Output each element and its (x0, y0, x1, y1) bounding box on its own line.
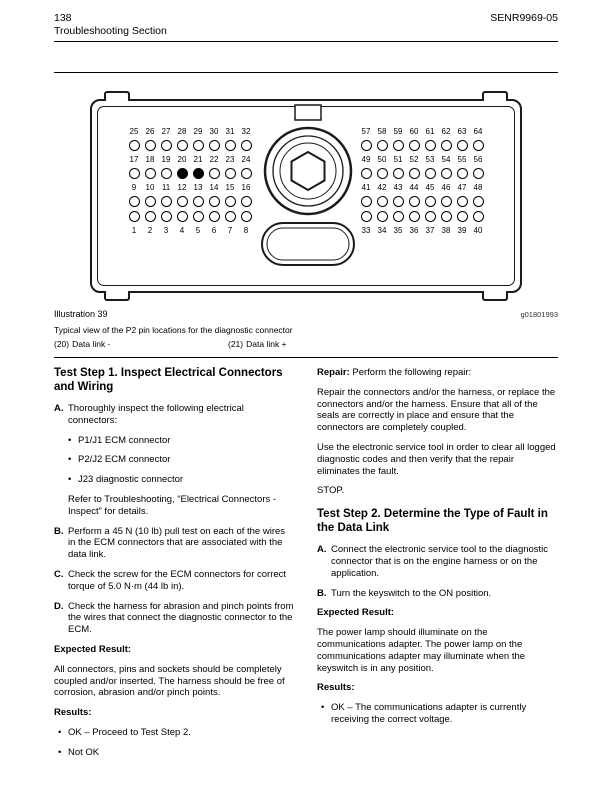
pin-socket (377, 140, 388, 151)
pin-socket (409, 140, 420, 151)
pin-number: 17 (129, 155, 139, 164)
repair-intro-line (317, 367, 558, 379)
pin-socket (409, 168, 420, 179)
legend-item (228, 339, 402, 349)
repair-paragraph-2: Use the electronic service tool in order to clear all logged diagnostic codes and then verify that the repair eliminates the fault. (317, 441, 556, 477)
left-column (54, 367, 295, 767)
pin-number: 25 (129, 127, 139, 136)
step-text: Perform a 45 N (10 lb) pull test on each of the wires in the ECM connectors that are associated with the data link. (68, 525, 286, 561)
pin-number: 57 (361, 127, 371, 136)
pin-socket (161, 196, 172, 207)
pin-number: 51 (393, 155, 403, 164)
pin-socket (193, 140, 204, 151)
pin-number: 5 (195, 226, 201, 235)
pin-number: 1 (131, 226, 137, 235)
pin-socket (241, 140, 252, 151)
pin-socket (177, 196, 188, 207)
pin-socket (145, 196, 156, 207)
list-item (68, 435, 295, 447)
pin-socket (145, 168, 156, 179)
repair-label: Repair: (317, 367, 350, 378)
pin-socket (361, 196, 372, 207)
pin-number: 22 (209, 155, 219, 164)
list-item (321, 702, 558, 726)
step-a (317, 544, 558, 579)
pin-number: 2 (147, 226, 153, 235)
center-bolt-assembly-icon (248, 101, 368, 295)
connector-illustration (54, 99, 558, 293)
pin-number: 54 (441, 155, 451, 164)
expected-result-text: All connectors, pins and sockets should be completely coupled and/or inserted. The harness should be free of corrosion, abrasion and/or pinch points. (54, 663, 285, 699)
pin-socket (409, 211, 420, 222)
pin-socket (473, 140, 484, 151)
pin-socket (145, 211, 156, 222)
pin-socket (377, 211, 388, 222)
pin-socket (473, 168, 484, 179)
mounting-tab-top-left (104, 91, 130, 101)
repair-paragraph-1: Repair the connectors and/or the harness, or replace the connectors and/or the harness. Ensure that all of the seals are correctly in place and ensure that the connectors are completely coupled. (317, 386, 556, 434)
step-letter: B. (317, 587, 327, 599)
step-d (54, 601, 295, 636)
pin-socket (129, 196, 140, 207)
page-header (54, 12, 558, 42)
pin-number: 32 (241, 127, 251, 136)
pin-socket (177, 211, 188, 222)
step-text: Connect the electronic service tool to the diagnostic connector that is on the engine harness or on the application. (331, 544, 549, 579)
list-item (58, 747, 295, 759)
right-column (317, 367, 558, 767)
connector-diagram (90, 99, 522, 293)
test-step-2-heading: Test Step 2. Determine the Type of Fault in the Data Link (317, 508, 548, 534)
pin-socket (425, 168, 436, 179)
pin-socket (193, 211, 204, 222)
step-b (317, 588, 558, 600)
pin-socket (457, 211, 468, 222)
pin-number: 7 (227, 226, 233, 235)
pin-number: 26 (145, 127, 155, 136)
page-number: 138 (54, 12, 72, 24)
pin-number: 14 (209, 183, 219, 192)
bullet-icon: • (58, 746, 62, 758)
pin-socket (145, 140, 156, 151)
pin-number: 27 (161, 127, 171, 136)
illustration-label: Illustration 39 (54, 309, 108, 319)
pin-socket (161, 140, 172, 151)
pin-number: 29 (193, 127, 203, 136)
pin-number: 4 (179, 226, 185, 235)
step-text: Check the harness for abrasion and pinch points from the wires that connect the diagnostic connector to the ECM. (68, 600, 294, 636)
results-label: Results: (54, 707, 92, 719)
pin-number: 61 (425, 127, 435, 136)
pin-number: 53 (425, 155, 435, 164)
bullet-icon: • (321, 702, 325, 714)
pin-block-right (358, 125, 486, 237)
list-item (58, 727, 295, 739)
body-columns (54, 367, 558, 767)
pin-socket (377, 168, 388, 179)
pin-number: 44 (409, 183, 419, 192)
pin-socket (225, 140, 236, 151)
pin-socket (425, 196, 436, 207)
divider (54, 357, 558, 358)
pin-socket (441, 196, 452, 207)
pin-socket (393, 168, 404, 179)
figure-legend (54, 339, 558, 349)
pin-number: 40 (473, 226, 483, 235)
pin-socket (393, 211, 404, 222)
pin-socket (393, 140, 404, 151)
pin-number: 42 (377, 183, 387, 192)
pin-socket (377, 196, 388, 207)
pin-number: 62 (441, 127, 451, 136)
expected-result-label: Expected Result: (317, 607, 395, 619)
pin-socket (161, 168, 172, 179)
step-a (54, 403, 295, 427)
pin-block-left (126, 125, 254, 237)
pin-number: 46 (441, 183, 451, 192)
pin-number: 39 (457, 226, 467, 235)
pin-socket (473, 196, 484, 207)
divider (54, 72, 558, 73)
pin-number: 10 (145, 183, 155, 192)
bullet-icon: • (68, 454, 72, 466)
results-bullet-list (58, 727, 295, 759)
pin-socket (209, 168, 220, 179)
pin-number: 13 (193, 183, 203, 192)
expected-result-label: Expected Result: (54, 643, 132, 655)
pin-socket-filled (177, 168, 188, 179)
pin-number: 23 (225, 155, 235, 164)
results-bullet-list (321, 702, 558, 726)
expected-result-text: The power lamp should illuminate on the communications adapter. The power lamp on the communications adapter may illuminate when the keyswitch is in any position. (317, 627, 526, 674)
pin-socket (129, 168, 140, 179)
pin-number: 31 (225, 127, 235, 136)
bullet-icon: • (68, 434, 72, 446)
pin-number: 50 (377, 155, 387, 164)
mounting-tab-bottom-left (104, 291, 130, 301)
pin-socket (441, 211, 452, 222)
pin-socket (409, 196, 420, 207)
list-item-text: OK – Proceed to Test Step 2. (68, 726, 191, 738)
pin-number: 48 (473, 183, 483, 192)
legend-ref: (21) (228, 339, 244, 349)
pin-socket (209, 211, 220, 222)
pin-number: 33 (361, 226, 371, 235)
connector-bullet-list (68, 435, 295, 486)
pin-socket (209, 140, 220, 151)
section-title: Troubleshooting Section (54, 25, 167, 37)
pin-socket (177, 140, 188, 151)
pin-socket (393, 196, 404, 207)
bullet-icon: • (58, 726, 62, 738)
step-letter: B. (54, 525, 64, 537)
pin-number: 59 (393, 127, 403, 136)
step-text: Thoroughly inspect the following electrical connectors: (68, 403, 244, 426)
pin-socket (241, 196, 252, 207)
step-b (54, 526, 295, 561)
pin-number: 18 (145, 155, 155, 164)
stop-text: STOP. (317, 485, 345, 497)
pin-number: 49 (361, 155, 371, 164)
pin-socket (225, 168, 236, 179)
pin-number: 30 (209, 127, 219, 136)
list-item-text: P1/J1 ECM connector (78, 434, 171, 446)
pin-number: 6 (211, 226, 217, 235)
pin-socket (129, 140, 140, 151)
pin-socket (209, 196, 220, 207)
legend-text: Data link - (72, 339, 111, 349)
step-c (54, 569, 295, 593)
pin-number: 9 (131, 183, 137, 192)
pin-number: 35 (393, 226, 403, 235)
step-letter: D. (54, 600, 64, 612)
pin-number: 63 (457, 127, 467, 136)
bullet-icon: • (68, 474, 72, 486)
pin-number: 52 (409, 155, 419, 164)
repair-intro-text: Perform the following repair: (352, 367, 472, 378)
pin-number: 58 (377, 127, 387, 136)
pin-number: 12 (177, 183, 187, 192)
pin-number: 47 (457, 183, 467, 192)
pin-number: 28 (177, 127, 187, 136)
pin-socket (441, 140, 452, 151)
figure-caption: Typical view of the P2 pin locations for the diagnostic connector (54, 325, 293, 335)
legend-text: Data link + (246, 339, 287, 349)
pin-socket (129, 211, 140, 222)
doc-code: SENR9969-05 (490, 12, 558, 24)
list-item-text: J23 diagnostic connector (78, 474, 184, 486)
pin-socket (225, 211, 236, 222)
list-item-text: Not OK (68, 746, 100, 758)
pin-socket (361, 168, 372, 179)
pin-socket (425, 211, 436, 222)
list-item-text: P2/J2 ECM connector (78, 454, 171, 466)
pin-number: 20 (177, 155, 187, 164)
pin-number: 3 (163, 226, 169, 235)
list-item (68, 454, 295, 466)
pin-socket (457, 196, 468, 207)
step-text: Turn the keyswitch to the ON position. (331, 587, 492, 599)
pin-number: 64 (473, 127, 483, 136)
pin-number: 15 (225, 183, 235, 192)
pin-number: 56 (473, 155, 483, 164)
pin-number: 34 (377, 226, 387, 235)
pin-number: 24 (241, 155, 251, 164)
legend-ref: (20) (54, 339, 70, 349)
step-letter: A. (317, 544, 327, 556)
results-label: Results: (317, 682, 355, 694)
step-letter: C. (54, 568, 64, 580)
step-text: Check the screw for the ECM connectors for correct torque of 5.0 N·m (44 lb in). (68, 568, 287, 592)
pin-number: 19 (161, 155, 171, 164)
list-item (68, 474, 295, 486)
pin-socket (361, 211, 372, 222)
pin-number: 16 (241, 183, 251, 192)
pin-socket-filled (193, 168, 204, 179)
pin-number: 45 (425, 183, 435, 192)
pin-number: 60 (409, 127, 419, 136)
pin-socket (225, 196, 236, 207)
test-step-1-heading: Test Step 1. Inspect Electrical Connectors and Wiring (54, 367, 283, 393)
list-item-text: OK – The communications adapter is currently receiving the correct voltage. (331, 702, 527, 725)
pin-number: 38 (441, 226, 451, 235)
pin-number: 37 (425, 226, 435, 235)
pin-number: 36 (409, 226, 419, 235)
refer-note: Refer to Troubleshooting, “Electrical Connectors - Inspect” for details. (68, 493, 277, 517)
pin-socket (241, 168, 252, 179)
pin-number: 11 (161, 183, 171, 192)
pin-socket (361, 140, 372, 151)
pin-socket (161, 211, 172, 222)
pin-number: 43 (393, 183, 403, 192)
pin-socket (457, 140, 468, 151)
mounting-tab-bottom-right (482, 291, 508, 301)
pin-number: 41 (361, 183, 371, 192)
pin-number: 21 (193, 155, 203, 164)
pin-number: 8 (243, 226, 249, 235)
mounting-tab-top-right (482, 91, 508, 101)
legend-item (54, 339, 228, 349)
step-letter: A. (54, 403, 64, 414)
pin-socket (473, 211, 484, 222)
pin-socket (241, 211, 252, 222)
pin-number: 55 (457, 155, 467, 164)
figure-id: g01801993 (520, 310, 558, 319)
pin-socket (425, 140, 436, 151)
pin-socket (441, 168, 452, 179)
pin-socket (457, 168, 468, 179)
pin-socket (193, 196, 204, 207)
